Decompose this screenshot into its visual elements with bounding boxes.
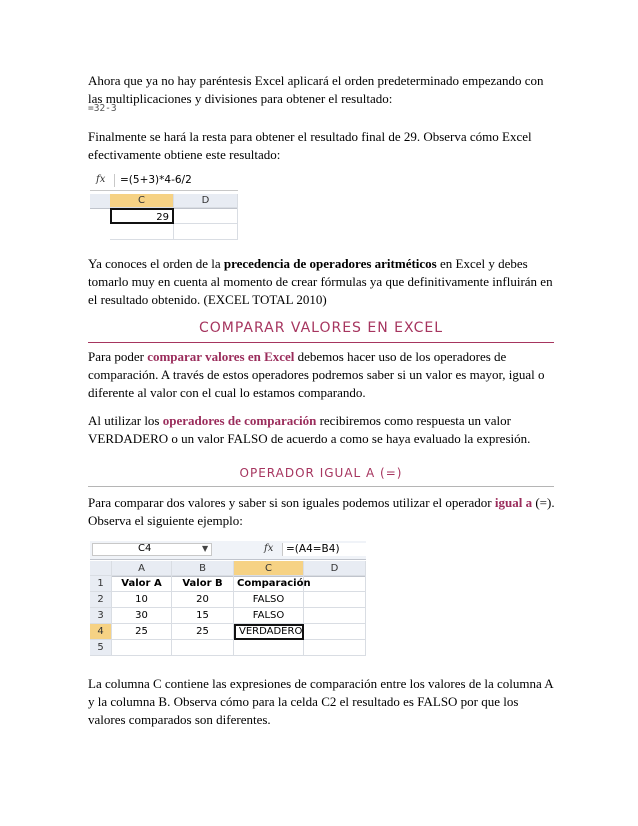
table-cell: Valor A — [112, 576, 172, 592]
fx-icon: fx — [264, 543, 274, 554]
empty-cell — [110, 224, 174, 240]
row-header: 5 — [90, 640, 112, 656]
selected-cell[interactable]: VERDADERO — [234, 624, 304, 640]
text: Ya conoces el orden de la — [88, 256, 224, 271]
row-header: 4 — [90, 624, 112, 640]
excel-snippet-result — [90, 172, 238, 242]
table-cell: 25 — [112, 624, 172, 640]
table-cell: 20 — [172, 592, 234, 608]
text: Para poder — [88, 349, 148, 364]
column-header-a: A — [112, 561, 172, 576]
subsection-heading: OPERADOR IGUAL A (=) — [88, 466, 554, 487]
highlighted-term: operadores de comparación — [162, 413, 317, 428]
table-cell — [304, 608, 366, 624]
highlighted-term: igual a — [494, 495, 533, 510]
empty-cell — [174, 208, 238, 224]
table-cell — [304, 624, 366, 640]
column-header-c: C — [234, 561, 304, 576]
result-cell: 29 — [110, 208, 174, 224]
table-cell: 15 — [172, 608, 234, 624]
table-cell: 25 — [172, 624, 234, 640]
text: en Excel y debes tomarlo muy en cuenta al momento de crear fórmulas ya que definitivamente influirán en el resultado obtenido. (EXCEL TOTAL 2010) — [88, 256, 553, 307]
paragraph-compare-intro — [88, 348, 558, 402]
paragraph-column-c: La columna C contiene las expresiones de comparación entre los valores de la columna A y la columna B. Observa cómo para la celda C2 el resultado es FALSO por que los valores comparados son diferentes. — [88, 676, 553, 727]
column-header-c: C — [110, 194, 174, 208]
formula-bar — [90, 541, 366, 560]
empty-cell — [174, 224, 238, 240]
fx-icon: fx — [96, 174, 106, 185]
table-cell — [112, 640, 172, 656]
column-header-b: B — [172, 561, 234, 576]
table-cell: Valor B — [172, 576, 234, 592]
row-header: 2 — [90, 592, 112, 608]
row-header: 1 — [90, 576, 112, 592]
table-cell: FALSO — [234, 592, 304, 608]
bold-term: precedencia de operadores aritméticos — [223, 256, 437, 271]
table-cell — [304, 592, 366, 608]
corner-cell — [90, 561, 112, 576]
text: Para comparar dos valores y saber si son iguales podemos utilizar el operador — [88, 495, 495, 510]
paragraph-equal-operator — [88, 494, 558, 530]
formula-text: =(A4=B4) — [286, 543, 340, 555]
column-header-d: D — [304, 561, 366, 576]
section-heading: COMPARAR VALORES EN EXCEL — [88, 320, 554, 343]
formula-bar — [90, 172, 238, 191]
column-header-d: D — [174, 194, 238, 208]
table-cell — [172, 640, 234, 656]
table-cell — [304, 576, 366, 592]
table-cell — [234, 640, 304, 656]
table-cell: 10 — [112, 592, 172, 608]
paragraph-order-intro: Ahora que ya no hay paréntesis Excel aplicará el orden predeterminado empezando con las multiplicaciones y divisiones para obtener el resultado: — [88, 73, 544, 106]
formula-step: =32-3 — [88, 103, 117, 114]
formula-text: =(5+3)*4-6/2 — [120, 174, 192, 186]
text: recibiremos como respuesta un valor VERDADERO o un valor FALSO de acuerdo a como se haya evaluado la expresión. — [88, 413, 531, 446]
paragraph-precedence — [88, 255, 558, 309]
paragraph-comparison-operators — [88, 412, 558, 448]
table-cell: 30 — [112, 608, 172, 624]
text: Al utilizar los — [88, 413, 163, 428]
table-cell: FALSO — [234, 608, 304, 624]
text: debemos hacer uso de los operadores de comparación. A través de estos operadores podremos saber si un valor es mayor, igual o diferente al valor con el cual lo estamos comparando. — [88, 349, 545, 400]
table-cell: Comparación — [234, 576, 304, 592]
text: (=). Observa el siguiente ejemplo: — [88, 495, 555, 528]
name-box[interactable]: C4 — [138, 543, 152, 554]
chevron-down-icon[interactable]: ▼ — [202, 544, 209, 553]
highlighted-term: comparar valores en Excel — [147, 349, 295, 364]
excel-snippet-comparison — [90, 541, 366, 659]
row-header: 3 — [90, 608, 112, 624]
paragraph-final-result: Finalmente se hará la resta para obtener el resultado final de 29. Observa cómo Excel efectivamente obtiene este resultado: — [88, 129, 532, 162]
table-cell — [304, 640, 366, 656]
